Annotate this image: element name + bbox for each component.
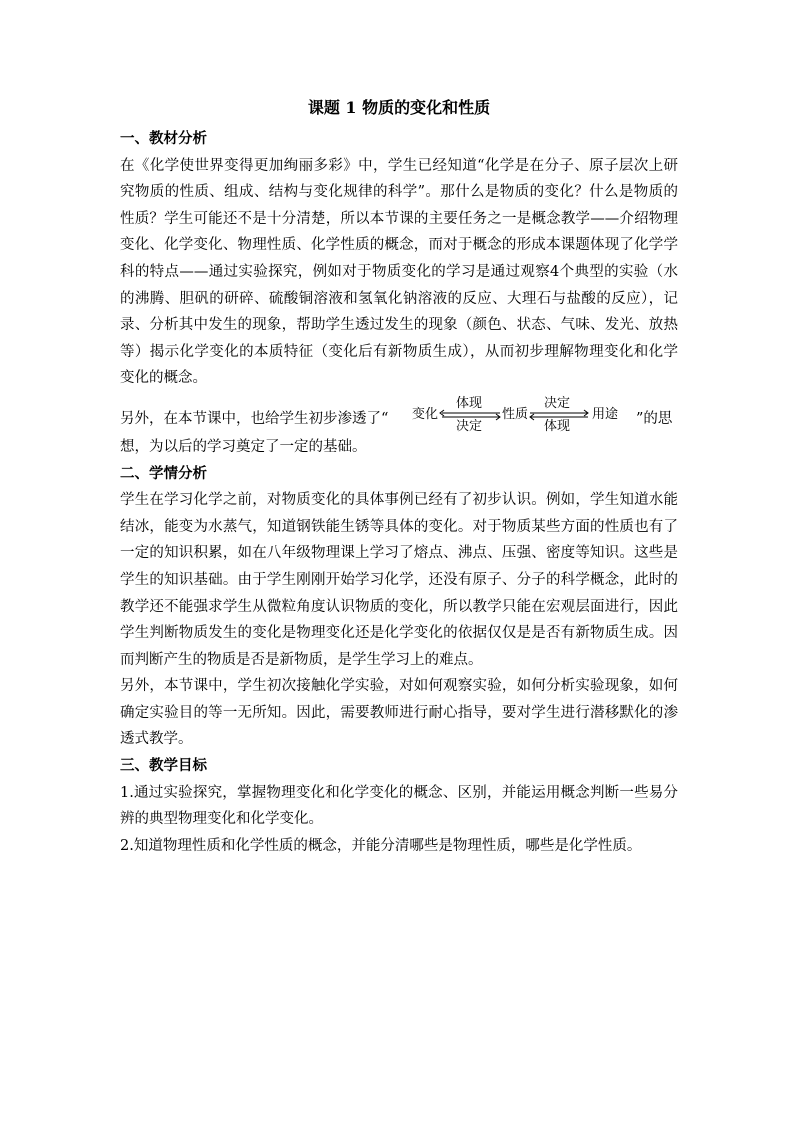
arrow-label-top: 决定 xyxy=(544,395,571,411)
concept-relation-diagram xyxy=(410,396,640,436)
diagram-node-property: 性质 xyxy=(502,406,529,422)
paragraph: 另外，本节课中，学生初次接触化学实验，对如何观察实验，如何分析实验现象，如何确定实验目的等一无所知。因此，需要教师进行耐心指导，要对学生进行潜移默化的渗透式教学。 xyxy=(120,678,678,748)
page-title: 课题 1 物质的变化和性质 xyxy=(307,98,491,117)
objective-item: 1.通过实验探究，掌握物理变化和化学变化的概念、区别，并能运用概念判断一些易分辨的典型物理变化和化学变化。 xyxy=(120,784,678,828)
diagram-sentence-before: 另外，在本节课中，也给学生初步渗透了“ xyxy=(120,410,389,427)
diagram-node-use: 用途 xyxy=(592,406,619,422)
document-body xyxy=(120,96,678,859)
arrow-label-bottom: 体现 xyxy=(544,418,571,434)
section-heading: 三、教学目标 xyxy=(120,757,207,775)
concept-diagram-sentence xyxy=(120,396,678,434)
section-heading: 二、学情分析 xyxy=(120,464,207,482)
section-heading: 一、教材分析 xyxy=(120,130,207,147)
diagram-sentence-after: ”的思 xyxy=(636,410,673,427)
paragraph: 在《化学使世界变得更加绚丽多彩》中，学生已经知道“化学是在分子、原子层次上研究物质的性质、组成、结构与变化规律的科学”。那什么是物质的变化？什么是物质的性质？学生可能还不是十分清楚，所以本节课的主要任务之一是概念教学——介绍物理变化、化学变化、物理性质、化学性质的概念，而对于概念的形成本课题体现了化学学科的特点——通过实验探究，例如对于物质变化的学习是通过观察4个典型的实验（水的沸腾、胆矾的研碎、硫酸铜溶液和氢氧化钠溶液的反应、大理石与盐酸的反应），记录、分析其中发生的现象，帮助学生透过发生的现象（颜色、状态、气味、发光、放热等）揭示化学变化的本质特征（变化后有新物质生成），从而初步理解物理变化和化学变化的概念。 xyxy=(120,157,678,387)
paragraph: 学生在学习化学之前，对物质变化的具体事例已经有了初步认识。例如，学生知道水能结冰，能变为水蒸气，知道钢铁能生锈等具体的变化。对于物质某些方面的性质也有了一定的知识积累，如在八年级物理课上学习了熔点、沸点、压强、密度等知识。这些是学生的知识基础。由于学生刚刚开始学习化学，还没有原子、分子的科学概念，此时的教学还不能强求学生从微粒角度认识物质的变化，所以教学只能在宏观层面进行，因此学生判断物质发生的变化是物理变化还是化学变化的依据仅仅是是否有新物质生成。因而判断产生的物质是否是新物质，是学生学习上的难点。 xyxy=(120,492,678,668)
arrow-label-top: 体现 xyxy=(456,395,483,411)
diagram-node-change: 变化 xyxy=(412,406,439,422)
objective-item: 2.知道物理性质和化学性质的概念，并能分清哪些是物理性质，哪些是化学性质。 xyxy=(120,837,642,854)
paragraph: 想，为以后的学习奠定了一定的基础。 xyxy=(120,438,367,455)
arrow-label-bottom: 决定 xyxy=(456,418,483,434)
